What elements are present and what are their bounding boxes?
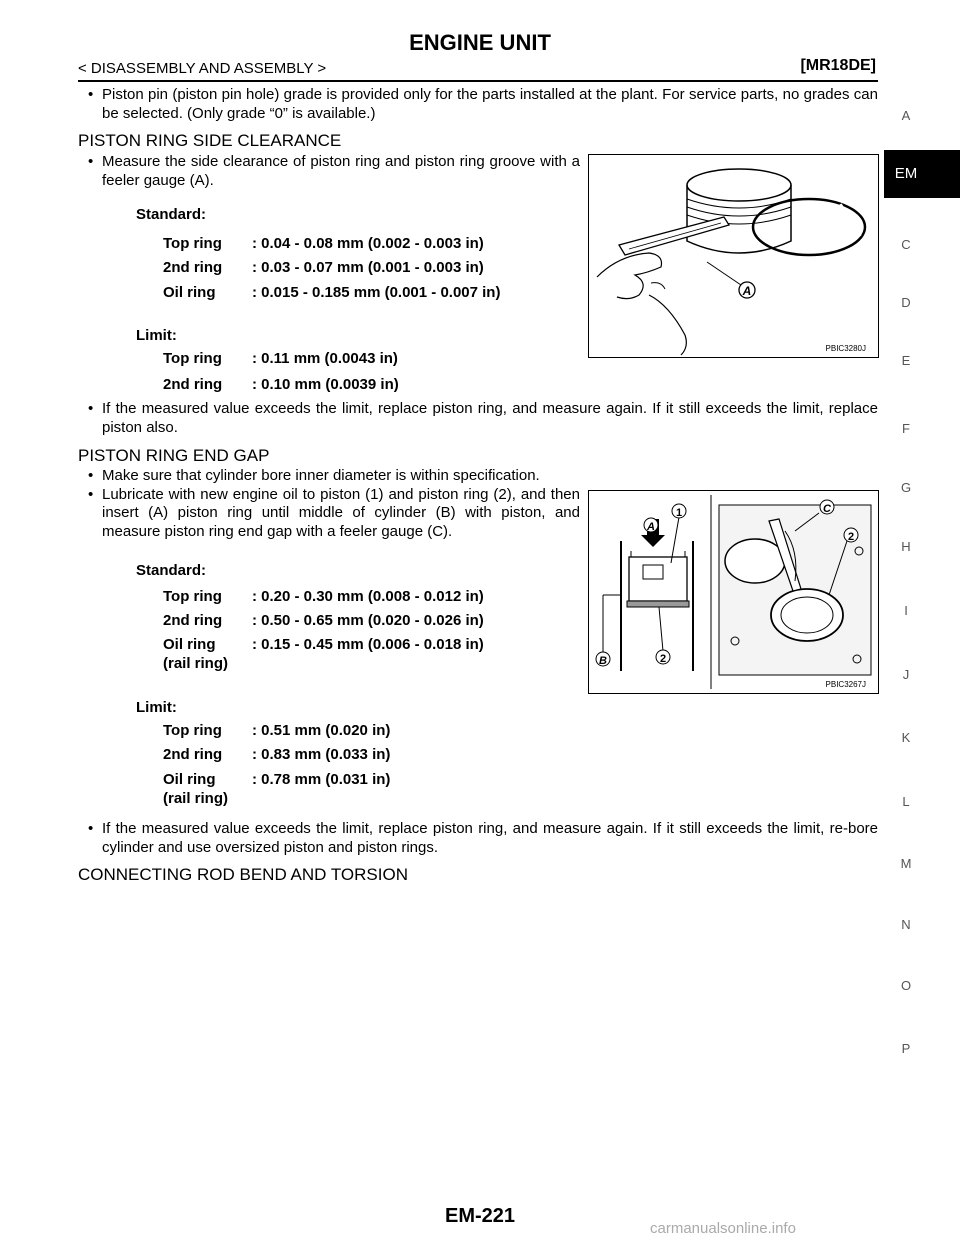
callout-2-right: 2 <box>847 531 855 543</box>
ring-end-gap-illustration <box>589 491 878 693</box>
tab-f[interactable]: F <box>902 421 910 436</box>
tab-n[interactable]: N <box>901 917 911 932</box>
end-gap-figure <box>588 490 879 694</box>
tab-a[interactable]: A <box>901 108 911 123</box>
side-standard-oil-name: Oil ring <box>163 284 216 301</box>
side-limit-top-value: : 0.11 mm (0.0043 in) <box>252 350 398 367</box>
tab-i[interactable]: I <box>904 603 908 618</box>
end-gap-followup <box>88 820 878 857</box>
side-clearance-instructions <box>88 153 580 190</box>
intro-paragraph <box>88 86 878 123</box>
feeler-gauge-piston-illustration <box>589 155 878 357</box>
side-limit-2nd-value: : 0.10 mm (0.0039 in) <box>252 376 399 393</box>
callout-1: 1 <box>675 507 683 519</box>
end-gap-heading: PISTON RING END GAP <box>78 446 270 465</box>
model-code: [MR18DE] <box>800 57 876 74</box>
tab-j[interactable]: J <box>902 667 910 682</box>
page-number: EM-221 <box>444 1205 516 1227</box>
side-clearance-figure <box>588 154 879 358</box>
tab-k[interactable]: K <box>901 730 911 745</box>
side-clearance-bullet-measure: • Measure the side clearance of piston ring and piston ring groove with a feeler gauge (A). <box>88 153 580 190</box>
callout-c: C <box>823 503 831 515</box>
callout-a-label: A <box>742 284 752 298</box>
end-gap-bullet-lubricate: • Lubricate with new engine oil to piston (1) and piston ring (2), and then insert (A) piston ring until middle of cylinder (B) with piston, and measure piston ring end gap with a feeler gauge (C). <box>88 486 580 542</box>
end-standard-2nd-name: 2nd ring <box>163 612 223 629</box>
figure-id-side: PBIC3280J <box>825 344 866 353</box>
end-limit-2nd-value: : 0.83 mm (0.033 in) <box>252 746 391 763</box>
tab-m[interactable]: M <box>900 856 912 871</box>
tab-p[interactable]: P <box>901 1041 911 1056</box>
side-clearance-bullet-replace: • If the measured value exceeds the limit, replace piston ring, and measure again. If it still exceeds the limit, replace piston also. <box>88 400 878 437</box>
header-divider <box>78 80 878 82</box>
end-gap-bullet-bore: • Make sure that cylinder bore inner diameter is within specification. <box>88 467 580 486</box>
end-limit-top-name: Top ring <box>163 722 222 739</box>
end-limit-oil-name2: (rail ring) <box>163 790 229 807</box>
end-standard-oil-name: Oil ring <box>163 636 216 653</box>
tab-em-label: EM <box>894 165 918 182</box>
side-standard-label: Standard: <box>136 206 207 223</box>
callout-a-end: A <box>647 521 655 533</box>
end-standard-oil-value: : 0.15 - 0.45 mm (0.006 - 0.018 in) <box>252 636 484 653</box>
side-limit-top-name: Top ring <box>163 350 222 367</box>
callout-2-left: 2 <box>659 653 667 665</box>
end-standard-2nd-value: : 0.50 - 0.65 mm (0.020 - 0.026 in) <box>252 612 484 629</box>
intro-bullet: • Piston pin (piston pin hole) grade is provided only for the parts installed at the plant. For service parts, no grades can be selected. (Only grade “0” is available.) <box>88 86 878 123</box>
side-standard-2nd-name: 2nd ring <box>163 259 223 276</box>
side-clearance-heading: PISTON RING SIDE CLEARANCE <box>78 131 342 150</box>
end-gap-bullet-rebore: • If the measured value exceeds the limit, replace piston ring, and measure again. If it still exceeds the limit, re-bore cylinder and use oversized piston and piston rings. <box>88 820 878 857</box>
tab-l[interactable]: L <box>902 794 910 809</box>
side-limit-label: Limit: <box>136 327 177 344</box>
side-standard-oil-value: : 0.015 - 0.185 mm (0.001 - 0.007 in) <box>252 284 501 301</box>
side-clearance-followup <box>88 400 878 437</box>
end-limit-oil-value: : 0.78 mm (0.031 in) <box>252 771 391 788</box>
bend-torsion-heading: CONNECTING ROD BEND AND TORSION <box>78 865 408 884</box>
tab-o[interactable]: O <box>900 978 912 993</box>
side-standard-top-value: : 0.04 - 0.08 mm (0.002 - 0.003 in) <box>252 235 484 252</box>
end-standard-label: Standard: <box>136 562 207 579</box>
side-limit-2nd-name: 2nd ring <box>163 376 223 393</box>
end-standard-top-value: : 0.20 - 0.30 mm (0.008 - 0.012 in) <box>252 588 484 605</box>
tab-e[interactable]: E <box>901 353 911 368</box>
tab-d[interactable]: D <box>901 295 911 310</box>
tab-em-active[interactable] <box>884 150 960 198</box>
end-limit-top-value: : 0.51 mm (0.020 in) <box>252 722 391 739</box>
watermark: carmanualsonline.info <box>650 1220 796 1237</box>
page-title: ENGINE UNIT <box>409 30 551 55</box>
end-standard-oil-name2: (rail ring) <box>163 655 229 672</box>
tab-c[interactable]: C <box>901 237 911 252</box>
end-limit-2nd-name: 2nd ring <box>163 746 223 763</box>
end-limit-label: Limit: <box>136 699 177 716</box>
tab-g[interactable]: G <box>900 480 912 495</box>
section-path: < DISASSEMBLY AND ASSEMBLY > <box>78 60 327 77</box>
side-standard-top-name: Top ring <box>163 235 222 252</box>
figure-id-end-gap: PBIC3267J <box>825 680 866 689</box>
side-standard-2nd-value: : 0.03 - 0.07 mm (0.001 - 0.003 in) <box>252 259 484 276</box>
end-gap-instructions <box>88 467 580 541</box>
tab-h[interactable]: H <box>901 539 911 554</box>
callout-b: B <box>599 655 607 667</box>
end-standard-top-name: Top ring <box>163 588 222 605</box>
end-limit-oil-name: Oil ring <box>163 771 216 788</box>
